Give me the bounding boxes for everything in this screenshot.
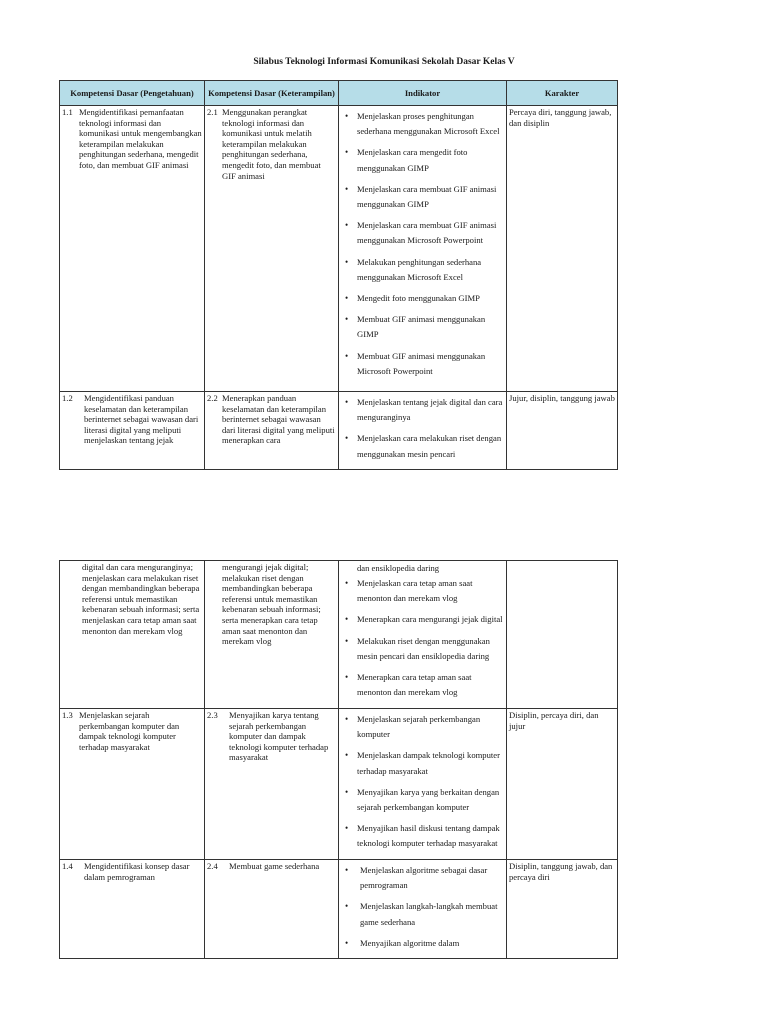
kd-text-continued: digital dan cara menguranginya; menjelaskan cara melakukan riset dengan membandingkan beberapa referensi untuk memastikan kebenaran sebuah informasi; serta menjelaskan cara tetap aman saat menonton dan merekam vlog: [82, 562, 200, 636]
kd-text: Menyajikan karya tentang sejarah perkembangan komputer dan dampak teknologi komputer terhadap masyarakat: [229, 710, 329, 763]
kd-text: Menggunakan perangkat teknologi informasi dan komunikasi untuk melatih keterampilan melakukan penghitungan sederhana, mengedit foto, dan membuat GIF animasi: [222, 107, 321, 181]
kd-pengetahuan-cell: [60, 561, 205, 709]
kd-number: 2.2: [207, 393, 218, 403]
indikator-cell: [339, 392, 507, 470]
indicator-item: • Menjelaskan cara membuat GIF animasi menggunakan GIMP: [341, 182, 504, 212]
kd-text-continued: mengurangi jejak digital; melakukan riset dengan membandingkan beberapa referensi untuk memastikan kebenaran sebuah informasi; serta menerapkan cara tetap aman saat menonton dan merekam vlog: [222, 562, 321, 647]
kd-keterampilan-cell: [205, 106, 339, 392]
kd-text: Membuat game sederhana: [229, 861, 320, 871]
kd-text: Menerapkan panduan keselamatan dan keterampilan berinternet sebagai wawasan dari literasi digital yang meliputi menerapkan cara: [222, 393, 335, 446]
indicator-item: • Menjelaskan cara mengedit foto menggunakan GIMP: [341, 145, 504, 175]
kd-keterampilan-cell: [205, 709, 339, 860]
indikator-cell: [339, 106, 507, 392]
header-indikator: Indikator: [339, 81, 507, 106]
kd-pengetahuan-cell: [60, 392, 205, 470]
syllabus-table-part-1: [59, 80, 618, 470]
indicator-item: • Menjelaskan tentang jejak digital dan cara menguranginya: [341, 395, 504, 425]
kd-pengetahuan-cell: [60, 709, 205, 860]
indicator-item: • Menyajikan algoritme dalam: [341, 936, 504, 951]
indicator-item: • Menjelaskan cara melakukan riset dengan menggunakan mesin pencari: [341, 431, 504, 461]
kd-number: 1.1: [62, 107, 73, 117]
kd-number: 1.3: [62, 710, 73, 720]
kd-number: 1.2: [62, 393, 73, 403]
table-row: [60, 860, 618, 959]
document-title: Silabus Teknologi Informasi Komunikasi Sekolah Dasar Kelas V: [253, 57, 515, 67]
indikator-cell: [339, 561, 507, 709]
indicator-item: • Menjelaskan langkah-langkah membuat game sederhana: [341, 899, 504, 929]
indicator-item: • Menjelaskan cara tetap aman saat menonton dan merekam vlog: [341, 576, 504, 606]
kd-keterampilan-cell: [205, 561, 339, 709]
indikator-cell: [339, 709, 507, 860]
kd-text: Mengidentifikasi pemanfaatan teknologi informasi dan komunikasi untuk mengembangkan keterampilan melakukan penghitungan sederhana, mengedit foto, dan membuat GIF animasi: [79, 107, 202, 170]
kd-number: 2.4: [207, 861, 218, 871]
kd-keterampilan-cell: [205, 392, 339, 470]
table-row: [60, 561, 618, 709]
karakter-cell: [507, 561, 618, 709]
indicator-item: • Membuat GIF animasi menggunakan GIMP: [341, 312, 504, 342]
kd-number: 2.3: [207, 710, 218, 720]
kd-number: 2.1: [207, 107, 218, 117]
kd-text: Mengidentifikasi konsep dasar dalam pemrograman: [84, 861, 190, 882]
header-kd-keterampilan: Kompetensi Dasar (Keterampilan): [205, 81, 339, 106]
syllabus-table-part-2: [59, 560, 618, 959]
indicator-item: • Menyajikan karya yang berkaitan dengan sejarah perkembangan komputer: [341, 785, 504, 815]
indicator-item: • Menerapkan cara mengurangi jejak digital: [341, 612, 504, 627]
kd-pengetahuan-cell: [60, 860, 205, 959]
table-row: [60, 106, 618, 392]
kd-number: 1.4: [62, 861, 73, 871]
indicator-continued: dan ensiklopedia daring: [357, 563, 440, 573]
indicator-item: • Melakukan penghitungan sederhana menggunakan Microsoft Excel: [341, 255, 504, 285]
karakter-cell: Percaya diri, tanggung jawab, dan disiplin: [507, 106, 618, 392]
indicator-item: • Menjelaskan cara membuat GIF animasi menggunakan Microsoft Powerpoint: [341, 218, 504, 248]
header-kd-pengetahuan: Kompetensi Dasar (Pengetahuan): [60, 81, 205, 106]
table-row: [60, 392, 618, 470]
indicator-item: • Menyajikan hasil diskusi tentang dampak teknologi komputer terhadap masyarakat: [341, 821, 504, 851]
karakter-cell: Disiplin, percaya diri, dan jujur: [507, 709, 618, 860]
table-row: [60, 709, 618, 860]
indicator-item: • Menjelaskan proses penghitungan sederhana menggunakan Microsoft Excel: [341, 109, 504, 139]
indicator-item: • Mengedit foto menggunakan GIMP: [341, 291, 504, 306]
header-karakter: Karakter: [507, 81, 618, 106]
kd-keterampilan-cell: [205, 860, 339, 959]
table-header-row: [60, 81, 618, 106]
indicator-item: • Menerapkan cara tetap aman saat menonton dan merekam vlog: [341, 670, 504, 700]
indicator-item: • Melakukan riset dengan menggunakan mesin pencari dan ensiklopedia daring: [341, 634, 504, 664]
indicator-item: • Menjelaskan algoritme sebagai dasar pemrograman: [341, 863, 504, 893]
karakter-cell: Disiplin, tanggung jawab, dan percaya diri: [507, 860, 618, 959]
indikator-cell: [339, 860, 507, 959]
indicator-item: • Membuat GIF animasi menggunakan Microsoft Powerpoint: [341, 349, 504, 379]
karakter-cell: Jujur, disiplin, tanggung jawab: [507, 392, 618, 470]
indicator-item: • Menjelaskan sejarah perkembangan komputer: [341, 712, 504, 742]
indicator-item: • Menjelaskan dampak teknologi komputer terhadap masyarakat: [341, 748, 504, 778]
kd-pengetahuan-cell: [60, 106, 205, 392]
kd-text: Mengidentifikasi panduan keselamatan dan keterampilan berinternet sebagai wawasan dari literasi digital yang meliputi menjelaskan tentang jejak: [84, 393, 199, 446]
kd-text: Menjelaskan sejarah perkembangan komputer dan dampak teknologi komputer terhadap masyarakat: [79, 710, 180, 752]
